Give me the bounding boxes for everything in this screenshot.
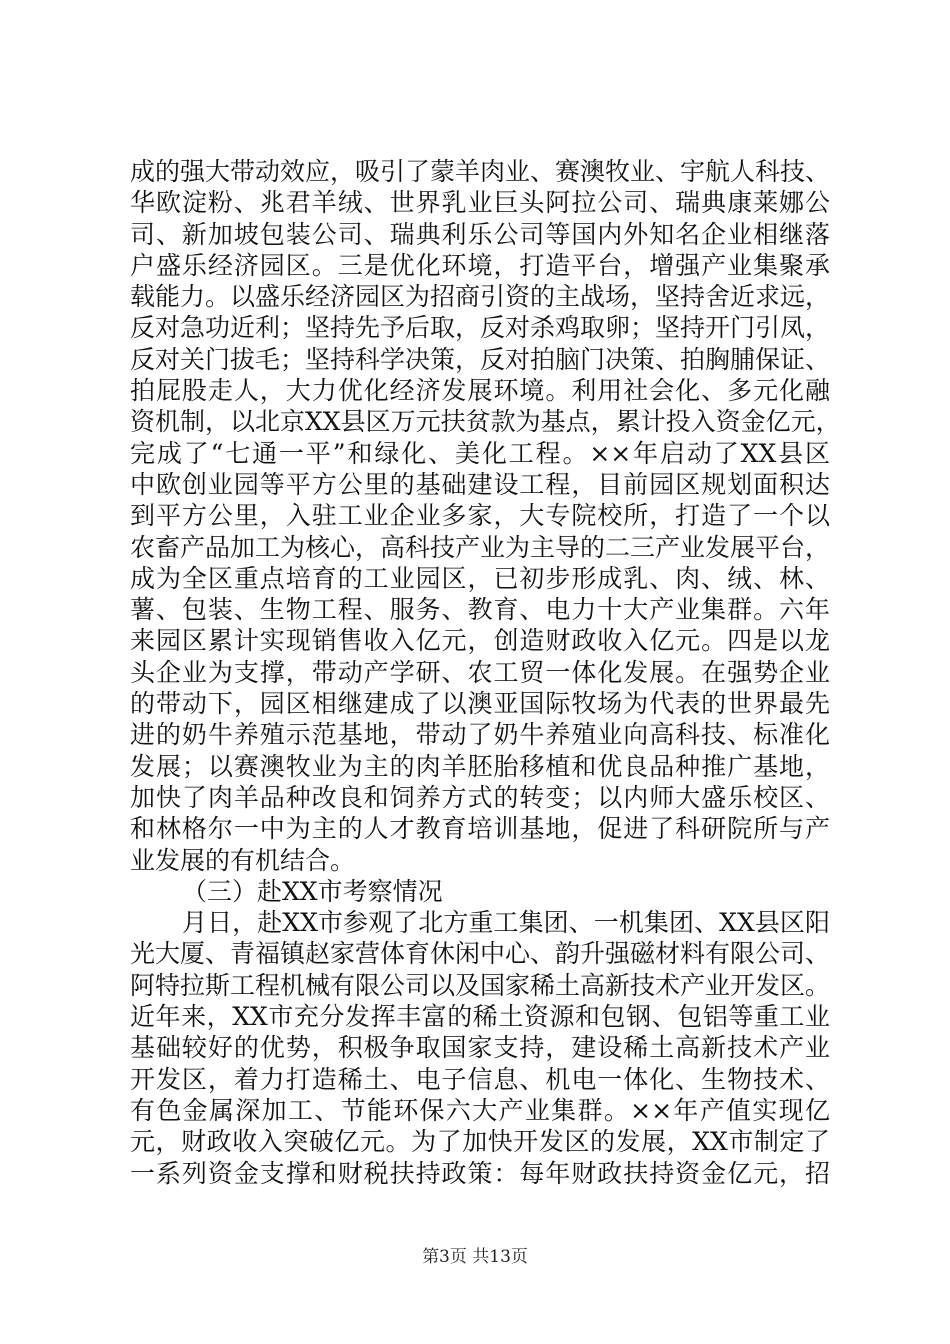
paragraph-line: 成为全区重点培育的工业园区，已初步形成乳、肉、绒、林、 xyxy=(130,563,830,593)
paragraph-line: 来园区累计实现销售收入亿元，创造财政收入亿元。四是以龙 xyxy=(130,626,830,656)
paragraph-line: 薯、包装、生物工程、服务、教育、电力十大产业集群。六年 xyxy=(130,595,830,625)
page-footer: 第3页 共13页 xyxy=(422,1247,528,1267)
paragraph-line: 到平方公里，入驻工业企业多家，大专院校所，打造了一个以 xyxy=(130,501,830,531)
paragraph-line: 成的强大带动效应，吸引了蒙羊肉业、赛澳牧业、宇航人科技、 xyxy=(130,157,831,186)
paragraph-line: 进的奶牛养殖示范基地，带动了奶牛养殖业向高科技、标准化 xyxy=(130,720,830,750)
paragraph-line: 反对急功近利；坚持先予后取，反对杀鸡取卵；坚持开门引凤， xyxy=(130,313,831,343)
paragraph-line: 业发展的有机结合。 xyxy=(130,845,356,875)
paragraph-line: 的带动下，园区相继建成了以澳亚国际牧场为代表的世界最先 xyxy=(130,689,830,719)
paragraph-line: 华欧淀粉、兆君羊绒、世界乳业巨头阿拉公司、瑞典康莱娜公 xyxy=(130,188,830,218)
paragraph-line: 近年来，XX市充分发挥丰富的稀土资源和包钢、包铝等重工业 xyxy=(130,1002,830,1032)
paragraph-line: 基础较好的优势，积极争取国家支持，建设稀土高新技术产业 xyxy=(130,1033,830,1063)
paragraph-line: 阿特拉斯工程机械有限公司以及国家稀土高新技术产业开发区。 xyxy=(130,970,831,1000)
paragraph-line: 载能力。以盛乐经济园区为招商引资的主战场，坚持舍近求远， xyxy=(130,282,831,312)
paragraph-line: 反对关门拔毛；坚持科学决策，反对拍脑门决策、拍胸脯保证、 xyxy=(130,344,831,374)
paragraph-line: 和林格尔一中为主的人才教育培训基地，促进了科研院所与产 xyxy=(130,814,830,844)
paragraph-line: 元，财政收入突破亿元。为了加快开发区的发展，XX市制定了 xyxy=(130,1127,830,1157)
paragraph-line: 光大厦、青福镇赵家营体育休闲中心、韵升强磁材料有限公司、 xyxy=(130,939,831,969)
paragraph-line: 有色金属深加工、节能环保六大产业集群。××年产值实现亿 xyxy=(130,1095,830,1125)
paragraph-line: 户盛乐经济园区。三是优化环境，打造平台，增强产业集聚承 xyxy=(130,250,830,280)
paragraph-line: 加快了肉羊品种改良和饲养方式的转变；以内师大盛乐校区、 xyxy=(130,782,830,812)
paragraph-line: 头企业为支撑，带动产学研、农工贸一体化发展。在强势企业 xyxy=(130,657,830,687)
paragraph-line: 司、新加坡包装公司、瑞典利乐公司等国内外知名企业相继落 xyxy=(130,219,830,249)
paragraph-line: 月日，赴XX市参观了北方重工集团、一机集团、XX县区阳 xyxy=(182,908,830,938)
paragraph-line: 农畜产品加工为核心，高科技产业为主导的二三产业发展平台， xyxy=(130,532,831,562)
paragraph-line: 资机制，以北京XX县区万元扶贫款为基点，累计投入资金亿元， xyxy=(130,407,841,437)
paragraph-line: 发展；以赛澳牧业为主的肉羊胚胎移植和优良品种推广基地， xyxy=(130,751,830,781)
paragraph-line: 完成了“七通一平”和绿化、美化工程。××年启动了XX县区 xyxy=(130,438,830,468)
paragraph-line: 中欧创业园等平方公里的基础建设工程，目前园区规划面积达 xyxy=(130,469,830,499)
document-body xyxy=(130,156,841,1189)
paragraph-line: 一系列资金支撑和财税扶持政策：每年财政扶持资金亿元，招 xyxy=(130,1158,830,1188)
paragraph-line: 拍屁股走人，大力优化经济发展环境。利用社会化、多元化融 xyxy=(130,376,830,406)
section-heading: （三）赴XX市考察情况 xyxy=(182,876,443,906)
paragraph-line: 开发区，着力打造稀土、电子信息、机电一体化、生物技术、 xyxy=(130,1064,830,1094)
